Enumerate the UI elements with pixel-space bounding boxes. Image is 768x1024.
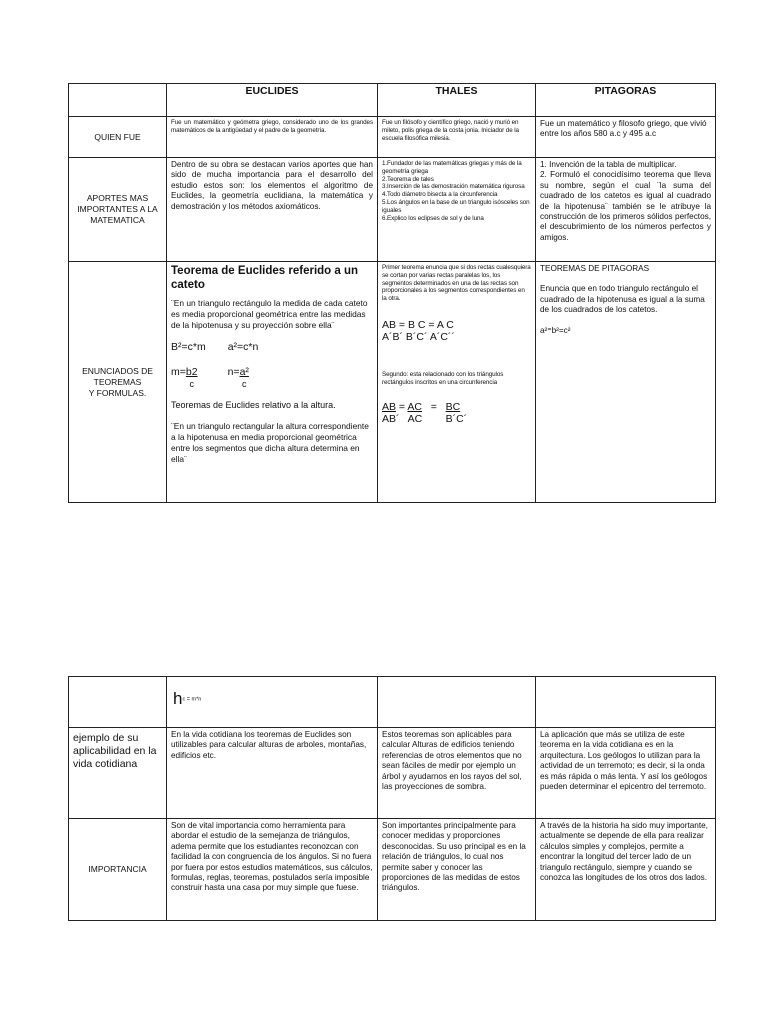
formula-m xyxy=(171,366,198,390)
importancia-thales: Son importantes principalmente para conocer medidas y proporciones desconocidas. Su uso principal es en la relación de triángulos, lo cual nos permite saber y conocer las proporciones de las medidas de estos triángulos. xyxy=(378,819,536,921)
euclides-formula-row2 xyxy=(171,366,373,390)
formula-b2: B²=c*m xyxy=(171,341,206,353)
thales-equation2-top xyxy=(382,401,531,413)
eq2-ab: AB xyxy=(382,400,397,413)
empty-cell xyxy=(69,677,167,728)
label-ejemplo: ejemplo de su aplicabilidad en la vida cotidiana xyxy=(69,728,167,819)
euclides-altura-subtitle: Teoremas de Euclides relativo a la altura. xyxy=(171,400,336,410)
formula-n-fraction xyxy=(240,366,249,390)
importancia-euclides: Son de vital importancia como herramienta para abordar el estudio de la semejanza de triángulos, adema permite que los estudiantes reconozcan con facilidad la con congruencia de los ángulos. Si no fuera por fuera por estos estudios matemáticos, sus cálculos, formulas, reglas, teoremas, postulados sería imposible construir hasta una casa por muy simple que fuese. xyxy=(167,819,378,921)
header-row xyxy=(69,84,716,117)
pitagoras-theorem-text: Enuncia que en todo triangulo rectángulo el cuadrado de la hipotenusa es igual a la suma de los cuadrados de los catetos. xyxy=(540,284,705,315)
eq2-bc: BC xyxy=(445,400,461,413)
thales-aporte-item: 5.Los ángulos en la base de un triangulo isósceles son iguales xyxy=(382,198,530,214)
thales-aporte-item: 1.Fundador de las matemáticas griegas y más de la geometría griega xyxy=(382,160,522,175)
formula-m-den: c xyxy=(189,379,194,389)
header-euclides: EUCLIDES xyxy=(167,84,378,117)
enunciados-thales xyxy=(378,262,536,503)
formula-h: h xyxy=(173,689,183,708)
row-quien-fue xyxy=(69,117,716,158)
pitagoras-aporte-item: 1. Invención de la tabla de multiplicar. xyxy=(540,160,677,169)
comparison-table-bottom xyxy=(68,676,716,921)
euclides-theorem-title: Teorema de Euclides referido a un cateto xyxy=(171,265,359,291)
aportes-thales xyxy=(378,158,536,262)
eq2-equals1: = xyxy=(396,400,408,413)
label-line: ENUNCIADOS DE xyxy=(82,365,153,376)
quien-euclides: Fue un matemático y geómetra griego, considerado uno de los grandes matemáticos de la antigüedad y el padre de la geometría. xyxy=(167,117,378,158)
empty-cell xyxy=(378,677,536,728)
formula-n-prefix: n= xyxy=(227,366,240,378)
thales-first-theorem: Primer teorema enuncia que si dos rectas cualesquiera se cortan por varias rectas paralelas los, los segmentos determinados en una de las rectas son proporcionales a los segmentos correspondientes en la otra. xyxy=(382,264,531,303)
formula-m-num: b2 xyxy=(185,366,198,378)
ejemplo-pitagoras: La aplicación que más se utiliza de este teorema en la vida cotidiana es en la arquitectura. Los geólogos lo utilizan para la actividad de un terremoto; es decir, si la onda es más rápida o más lenta. Y así los geólogos pueden determinar el epicentro del terremoto. xyxy=(536,728,716,819)
ejemplo-euclides: En la vida cotidiana los teoremas de Euclides son utilizables para calcular alturas de arboles, montañas, edificios etc. xyxy=(167,728,378,819)
eq2-ac: AC xyxy=(407,400,422,413)
label-quien-fue: QUIEN FUE xyxy=(69,117,167,158)
label-line: Y FORMULAS. xyxy=(88,387,147,398)
pitagoras-theorem-title: TEOREMAS DE PITAGORAS xyxy=(540,264,650,273)
row-ejemplo xyxy=(69,728,716,819)
thales-equation2-bottom: AB´ AC B´C´ xyxy=(382,412,468,425)
label-line: TEOREMAS xyxy=(93,376,142,387)
importancia-pitagoras: A través de la historia ha sido muy importante, actualmente se depende de ella para realizar cálculos simples y complejos, permite a encontrar la longitud del tercer lado de un triangulo rectángulo, siempre y cuando se conozca las longitudes de los otros dos lados. xyxy=(536,819,716,921)
formula-m-fraction xyxy=(186,366,198,390)
altura-formula xyxy=(171,689,373,710)
formula-a2: a²=c*n xyxy=(227,341,259,353)
top-row xyxy=(69,677,716,728)
thales-second-theorem: Segundo: esta relacionado con los triángulos rectángulos inscritos en una circunferencia xyxy=(382,370,504,386)
formula-n-num: a² xyxy=(239,366,249,378)
formula-n xyxy=(228,366,249,390)
row-enunciados xyxy=(69,262,716,503)
aportes-euclides: Dentro de su obra se destacan varios aportes que han sido de mucha importancia para el desarrollo del estudio estos son: los elementos el algoritmo de Euclides, la geometría euclidiana, la matemática y demostración y los métodos axiomáticos. xyxy=(167,158,378,262)
enunciados-euclides xyxy=(167,262,378,503)
quien-pitagoras: Fue un matemático y filosofo griego, que vivió entre los años 580 a.c y 495 a.c xyxy=(536,117,716,158)
euclides-quote-cateto: ¨En un triangulo rectángulo la medida de cada cateto es media proporcional geométrica entre las medidas de la hipotenusa y su proyección sobre ella¨ xyxy=(171,298,368,330)
label-aportes: APORTES MAS IMPORTANTES A LA MATEMATICA xyxy=(69,158,167,262)
altura-formula-cell xyxy=(167,677,378,728)
row-importancia xyxy=(69,819,716,921)
thales-aporte-item: 2.Teorema de tales xyxy=(382,175,434,183)
thales-aporte-item: 6.Explico los eclipses de sol y de luna xyxy=(382,214,484,222)
quien-thales: Fue un filósofo y científico griego, nació y murió en mileto, polis griega de la costa jonia. Iniciador de la escuela filosófica milesia. xyxy=(378,117,536,158)
eq2-equals2: = xyxy=(422,400,446,413)
pitagoras-formula: a²⁼b²=c² xyxy=(540,325,571,335)
formula-n-den: c xyxy=(241,379,247,389)
thales-equation1-bottom: A´B´ B´C´ A´C´´ xyxy=(382,330,455,343)
euclides-quote-altura: ¨En un triangulo rectangular la altura correspondiente a la hipotenusa en media proporcional geométrica entre los segmentos que dicha altura determina en ella¨ xyxy=(171,421,369,464)
enunciados-pitagoras xyxy=(536,262,716,503)
empty-header-cell xyxy=(69,84,167,117)
header-pitagoras: PITAGORAS xyxy=(536,84,716,117)
pitagoras-aporte-item: 2. Formuló el conocidísimo teorema que lleva su nombre, según el cual ¨la suma del cuadrado de los catetos es igual al cuadrado de la hipotenusa¨ también se le atribuye la construcción de los primeros sólidos perfectos, el descubrimiento de los números perfectos y amigos. xyxy=(540,170,711,242)
thales-equation1-top: AB = B C = A C xyxy=(382,318,454,331)
label-importancia: IMPORTANCIA xyxy=(69,819,167,921)
formula-h-rest: c = m*n xyxy=(182,696,202,703)
euclides-formula-row1 xyxy=(171,341,373,354)
row-aportes xyxy=(69,158,716,262)
ejemplo-thales: Estos teoremas son aplicables para calcular Alturas de edificios teniendo referencias de otros elementos que no sean fáciles de medir por ejemplo un árbol y ayudarnos en los rayos del sol, las proyecciones de sombra. xyxy=(378,728,536,819)
label-enunciados xyxy=(69,262,167,503)
formula-m-prefix: m= xyxy=(171,366,186,378)
comparison-table-top xyxy=(68,83,716,503)
thales-aporte-item: 4.Todo diámetro bisecta a la circunferencia xyxy=(382,191,498,199)
aportes-pitagoras xyxy=(536,158,716,262)
header-thales: THALES xyxy=(378,84,536,117)
empty-cell xyxy=(536,677,716,728)
thales-aporte-item: 3.Inserción de las demostración matemática rigurosa xyxy=(382,183,525,191)
